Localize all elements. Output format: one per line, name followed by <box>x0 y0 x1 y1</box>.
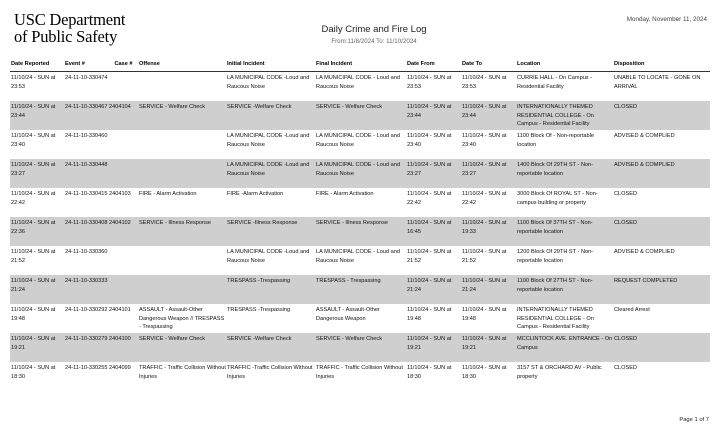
cell-date-to: 11/10/24 - SUN at 21:24 <box>461 275 516 304</box>
cell-final-incident: LA MUNICIPAL CODE - Loud and Raucous Noise <box>316 249 400 264</box>
usc-dps-logo <box>14 11 125 45</box>
table-row <box>10 304 710 333</box>
logo-line-1: USC Department <box>14 10 126 29</box>
col-header-date-from: Date From <box>406 59 461 72</box>
cell-disposition: ADVISED & COMPLIED <box>613 159 710 188</box>
cell-disposition: CLOSED <box>613 101 710 130</box>
cell-initial-incident: TRESPASS -Trespassing <box>226 275 315 304</box>
table-row <box>10 362 710 391</box>
cell-offense: SERVICE - Welfare Check <box>138 333 226 362</box>
cell-date-to: 11/10/24 - SUN at 19:33 <box>461 217 516 246</box>
cell-date-reported: 11/10/24 - SUN at 23:44 <box>10 101 64 130</box>
cell-disposition: CLOSED <box>614 191 638 197</box>
report-generated-date: Monday, November 11, 2024 <box>626 16 707 23</box>
cell-event-number: 24-11-10-330360 <box>65 249 108 255</box>
table-row <box>10 188 710 217</box>
table-body <box>10 72 710 392</box>
cell-event-number: 24-11-10-330460 <box>65 133 108 139</box>
cell-final-incident: SERVICE - Illness Response <box>315 217 406 246</box>
col-header-final-incident: Final Incident <box>315 59 406 72</box>
col-header-date-reported: Date Reported <box>10 59 64 72</box>
cell-case-number: 2404104 <box>108 101 138 130</box>
table-row <box>10 246 710 275</box>
cell-disposition: Cleared Arrest <box>614 307 650 313</box>
cell-date-reported: 11/10/24 - SUN at 21:52 <box>11 249 56 264</box>
cell-date-reported: 11/10/24 - SUN at 22:42 <box>11 191 56 206</box>
cell-date-reported: 11/10/24 - SUN at 18:30 <box>11 365 56 380</box>
report-date-range: From:11/8/2024 To: 11/10/2024 <box>331 38 417 45</box>
cell-initial-incident: SERVICE -Welfare Check <box>226 333 315 362</box>
cell-initial-incident: LA MUNICIPAL CODE -Loud and Raucous Noise <box>227 133 310 148</box>
cell-case-number: 2404102 <box>108 217 138 246</box>
cell-case-number <box>108 275 138 304</box>
cell-date-from: 11/10/24 - SUN at 23:40 <box>407 133 452 148</box>
cell-date-reported: 11/10/24 - SUN at 21:24 <box>10 275 64 304</box>
cell-location: 1200 Block Of 29TH ST - Non-reportable location <box>517 249 594 264</box>
table-row <box>10 101 710 130</box>
report-header <box>240 24 508 45</box>
cell-final-incident: TRESPASS - Trespassing <box>315 275 406 304</box>
cell-date-reported: 11/10/24 - SUN at 23:40 <box>11 133 56 148</box>
cell-initial-incident: TRAFFIC -Traffic Collision Without Injuries <box>227 365 313 380</box>
cell-offense: TRAFFIC - Traffic Collision Without Injuries <box>139 365 226 380</box>
cell-case-number <box>108 130 138 159</box>
cell-event-number: 24-11-10-330408 <box>64 217 108 246</box>
cell-final-incident: LA MUNICIPAL CODE - Loud and Raucous Noise <box>316 75 400 90</box>
cell-initial-incident: SERVICE -Illness Response <box>226 217 315 246</box>
col-header-date-to: Date To <box>461 59 516 72</box>
cell-final-incident: TRAFFIC - Traffic Collision Without Injuries <box>316 365 403 380</box>
cell-offense <box>138 72 226 102</box>
cell-event-number: 24-11-10-330333 <box>64 275 108 304</box>
cell-case-number: 2404101 <box>109 307 131 313</box>
cell-offense: ASSAULT - Assault-Other Dangerous Weapon // TRESPASS - Trespassing <box>139 307 225 331</box>
cell-date-to: 11/10/24 - SUN at 22:42 <box>462 191 507 206</box>
cell-initial-incident: LA MUNICIPAL CODE -Loud and Raucous Noise <box>227 75 310 90</box>
cell-disposition: REQUEST COMPLETED <box>613 275 710 304</box>
cell-location: 1100 Block Of 27TH ST - Non-reportable location <box>516 275 613 304</box>
cell-event-number: 24-11-10-330467 <box>64 101 108 130</box>
cell-date-reported: 11/10/24 - SUN at 19:21 <box>10 333 64 362</box>
cell-location: 1100 Block Of 37TH ST - Non-reportable location <box>516 217 613 246</box>
cell-date-to: 11/10/24 - SUN at 19:48 <box>462 307 507 322</box>
cell-case-number: 2404099 <box>109 365 131 371</box>
cell-event-number: 24-11-10-330279 <box>64 333 108 362</box>
col-header-event-number: Event # <box>64 59 108 72</box>
cell-date-to: 11/10/24 - SUN at 18:30 <box>462 365 507 380</box>
cell-final-incident: SERVICE - Welfare Check <box>315 101 406 130</box>
cell-location: 3157 ST & ORCHARD AV - Public property <box>517 365 602 380</box>
cell-date-to: 11/10/24 - SUN at 23:44 <box>461 101 516 130</box>
cell-offense: FIRE - Alarm Activation <box>139 191 197 197</box>
cell-final-incident: LA MUNICIPAL CODE - Loud and Raucous Noise <box>316 133 400 148</box>
cell-offense <box>138 130 226 159</box>
cell-final-incident: FIRE - Alarm Activation <box>316 191 374 197</box>
table-row <box>10 130 710 159</box>
cell-date-to: 11/10/24 - SUN at 19:21 <box>461 333 516 362</box>
cell-case-number <box>108 246 138 275</box>
col-header-case-number: Case # <box>108 59 138 72</box>
cell-offense: SERVICE - Welfare Check <box>138 101 226 130</box>
cell-disposition: CLOSED <box>613 333 710 362</box>
cell-location: INTERNATIONALLY THEMED RESIDENTIAL COLLEGE - On Campus - Residential Facility <box>517 307 594 331</box>
col-header-disposition: Disposition <box>613 59 710 72</box>
cell-date-from: 11/10/24 - SUN at 18:30 <box>407 365 452 380</box>
cell-date-from: 11/10/24 - SUN at 23:53 <box>407 75 452 90</box>
table-header-row <box>10 59 710 72</box>
cell-disposition: ADVISED & COMPLIED <box>614 133 675 139</box>
cell-date-from: 11/10/24 - SUN at 22:42 <box>407 191 452 206</box>
table-row <box>10 333 710 362</box>
cell-offense: SERVICE - Illness Response <box>138 217 226 246</box>
cell-location: CURRIE HALL - On Campus - Residential Facility <box>517 75 593 90</box>
cell-offense <box>138 159 226 188</box>
cell-date-to: 11/10/24 - SUN at 21:52 <box>462 249 507 264</box>
table-row <box>10 275 710 304</box>
cell-final-incident: ASSAULT - Assault-Other Dangerous Weapon <box>316 307 380 322</box>
cell-date-from: 11/10/24 - SUN at 23:27 <box>406 159 461 188</box>
table-row <box>10 217 710 246</box>
cell-location: INTERNATIONALLY THEMED RESIDENTIAL COLLEGE - On Campus - Residential Facility <box>516 101 613 130</box>
cell-location: 1400 Block Of 29TH ST - Non-reportable location <box>516 159 613 188</box>
cell-date-from: 11/10/24 - SUN at 21:52 <box>407 249 452 264</box>
cell-case-number: 2404100 <box>108 333 138 362</box>
cell-date-from: 11/10/24 - SUN at 19:48 <box>407 307 452 322</box>
cell-disposition: ADVISED & COMPLIED <box>614 249 675 255</box>
cell-date-reported: 11/10/24 - SUN at 19:48 <box>11 307 56 322</box>
col-header-offense: Offense <box>138 59 226 72</box>
table-row <box>10 72 710 102</box>
cell-disposition: CLOSED <box>613 217 710 246</box>
cell-disposition: CLOSED <box>614 365 638 371</box>
cell-final-incident: SERVICE - Welfare Check <box>315 333 406 362</box>
cell-date-to: 11/10/24 - SUN at 23:40 <box>462 133 507 148</box>
logo-line-2: of Public Safety <box>14 27 118 46</box>
cell-date-to: 11/10/24 - SUN at 23:53 <box>462 75 507 90</box>
cell-date-from: 11/10/24 - SUN at 23:44 <box>406 101 461 130</box>
cell-location: 1100 Block Of - Non-reportable location <box>517 133 595 148</box>
cell-offense <box>138 246 226 275</box>
cell-initial-incident: LA MUNICIPAL CODE -Loud and Raucous Noise <box>226 159 315 188</box>
cell-event-number: 24-11-10-330255 <box>65 365 108 371</box>
cell-disposition: UNABLE TO LOCATE - GONE ON ARRIVAL <box>614 75 701 90</box>
cell-location: MCCLINTOCK AVE. ENTRANCE - On Campus <box>516 333 613 362</box>
cell-event-number: 24-11-10-330448 <box>64 159 108 188</box>
cell-date-reported: 11/10/24 - SUN at 23:53 <box>11 75 56 90</box>
col-header-initial-incident: Initial Incident <box>226 59 315 72</box>
cell-location: 3000 Block Of ROYAL ST - Non-campus building or property <box>517 191 598 206</box>
cell-case-number <box>108 72 138 102</box>
report-title: Daily Crime and Fire Log <box>321 24 427 35</box>
cell-event-number: 24-11-10-330474 <box>65 75 108 81</box>
col-header-location: Location <box>516 59 613 72</box>
cell-offense <box>138 275 226 304</box>
page-number: Page 1 of 7 <box>679 417 709 423</box>
cell-case-number: 2404103 <box>109 191 131 197</box>
cell-initial-incident: SERVICE -Welfare Check <box>226 101 315 130</box>
cell-initial-incident: TRESPASS -Trespassing <box>227 307 291 313</box>
cell-date-from: 11/10/24 - SUN at 21:24 <box>406 275 461 304</box>
cell-final-incident: LA MUNICIPAL CODE - Loud and Raucous Noise <box>315 159 406 188</box>
crime-fire-log-table <box>10 59 710 391</box>
cell-date-reported: 11/10/24 - SUN at 22:36 <box>10 217 64 246</box>
cell-case-number <box>108 159 138 188</box>
cell-date-reported: 11/10/24 - SUN at 23:27 <box>10 159 64 188</box>
cell-initial-incident: FIRE -Alarm Activation <box>227 191 284 197</box>
cell-event-number: 24-11-10-330292 <box>65 307 108 313</box>
cell-event-number: 24-11-10-330415 <box>65 191 108 197</box>
table-row <box>10 159 710 188</box>
cell-date-to: 11/10/24 - SUN at 23:27 <box>461 159 516 188</box>
cell-date-from: 11/10/24 - SUN at 19:21 <box>406 333 461 362</box>
cell-initial-incident: LA MUNICIPAL CODE -Loud and Raucous Noise <box>227 249 310 264</box>
cell-date-from: 11/10/24 - SUN at 16:45 <box>406 217 461 246</box>
